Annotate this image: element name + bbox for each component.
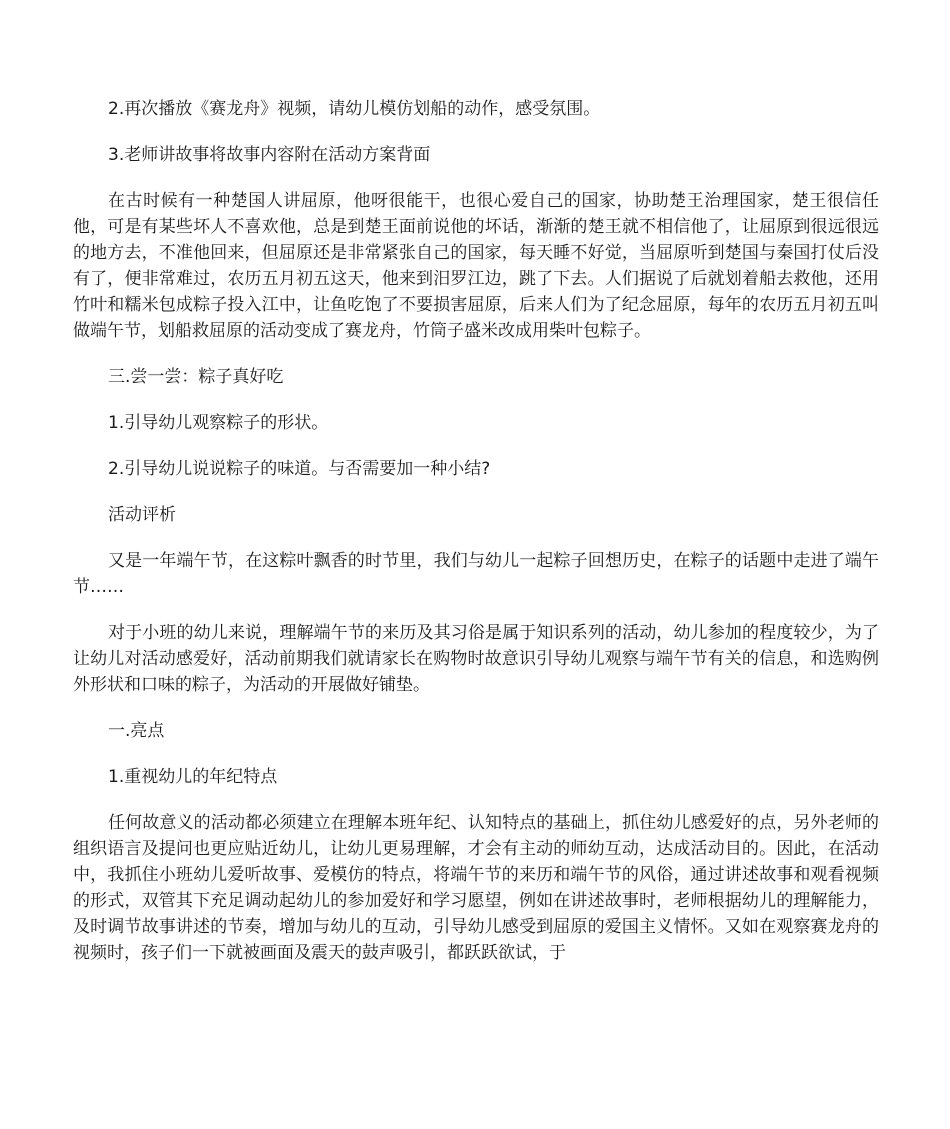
paragraph-age-features: 任何故意义的活动都必须建立在理解本班年纪、认知特点的基础上，抓住幼儿感爱好的点，另外老师的组织语言及提问也更应贴近幼儿，让幼儿更易理解，才会有主动的师幼互动，达成活动目的。因此，在活动中，我抓住小班幼儿爱听故事、爱模仿的特点，将端午节的来历和端午节的风俗，通过讲述故事和观看视频的形式，双管其下充足调动起幼儿的参加爱好和学习愿望，例如在讲述故事时，老师根据幼儿的理解能力，及时调节故事讲述的节奏，增加与幼儿的互动，引导幼儿感受到屈原的爱国主义情怀。又如在观察赛龙舟的视频时，孩子们一下就被画面及震天的鼓声吸引，都跃跃欲试，于 <box>73 813 879 963</box>
paragraph-quyuan-story: 在古时候有一种楚国人讲屈原，他呀很能干，也很心爱自己的国家，协助楚王治理国家，楚王很信任他，可是有某些坏人不喜欢他，总是到楚王面前说他的坏话，渐渐的楚王就不相信他了，让屈原到很远很远的地方去，不准他回来，但屈原还是非常紧张自己的国家，每天睡不好觉，当屈原听到楚国与秦国打仗后没有了，便非常难过，农历五月初五这天，他来到汨罗江边，跳了下去。人们据说了后就划着船去救他，还用竹叶和糯米包成粽子投入江中，让鱼吃饱了不要损害屈原，后来人们为了纪念屈原，每年的农历五月初五叫做端午节，划船救屈原的活动变成了赛龙舟，竹筒子盛米改成用柴叶包粽子。 <box>73 191 879 341</box>
subheading-age-features: 1.重视幼儿的年纪特点 <box>108 767 278 787</box>
paragraph-analysis-intro: 又是一年端午节，在这粽叶飘香的时节里，我们与幼儿一起粽子回想历史，在粽子的话题中走进了端午节…… <box>73 551 879 597</box>
paragraph-taste: 2.引导幼儿说说粽子的味道。与否需要加一种小结? <box>108 459 491 479</box>
paragraph-observe-shape: 1.引导幼儿观察粽子的形状。 <box>108 413 329 433</box>
section-heading-taste: 三.尝一尝：粽子真好吃 <box>108 367 284 387</box>
paragraph-replay-video: 2.再次播放《赛龙舟》视频，请幼儿模仿划船的动作，感受氛围。 <box>108 99 601 119</box>
document-page <box>73 96 879 986</box>
paragraph-teacher-story: 3.老师讲故事将故事内容附在活动方案背面 <box>108 145 431 165</box>
section-heading-highlights: 一.亮点 <box>108 721 165 741</box>
section-heading-analysis: 活动评析 <box>108 505 176 525</box>
paragraph-analysis-body: 对于小班的幼儿来说，理解端午节的来历及其习俗是属于知识系列的活动，幼儿参加的程度较少，为了让幼儿对活动感爱好，活动前期我们就请家长在购物时故意识引导幼儿观察与端午节有关的信息，和选购例外形状和口味的粽子，为活动的开展做好铺垫。 <box>73 623 879 695</box>
